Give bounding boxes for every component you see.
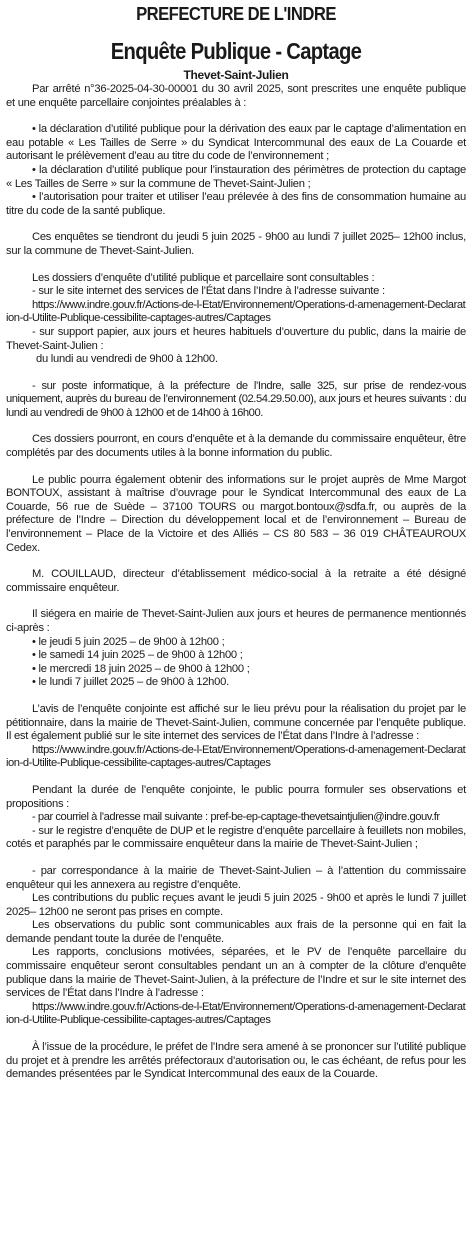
permanence-item: • le lundi 7 juillet 2025 – de 9h00 à 12h00. [32, 676, 229, 689]
spacer [6, 218, 466, 231]
notice-body [6, 83, 466, 1082]
rapports-url[interactable]: https://www.indre.gouv.fr/Actions-de-l-Etat/Environnement/Operations-d-amenagement-Declaration-d-Utilite-Publique-cessibilite-captages-autres/Captages [6, 1000, 466, 1027]
permanence-item: • le mercredi 18 juin 2025 – de 9h00 à 12h00 ; [32, 662, 250, 675]
item-site-internet: - sur le site internet des services de l’État dans l’Indre à l’adresse suivante : [32, 285, 385, 298]
item-registre: - sur le registre d’enquête de DUP et le registre d’enquête parcellaire à feuillets non mobiles, cotés et paraphés par le commissaire enquêteur dans la mairie de Thevet-Saint-Julien ; [6, 824, 466, 851]
spacer [6, 259, 466, 272]
spacer [6, 367, 466, 380]
paragraph-dossiers: Les dossiers d’enquête d’utilité publique et parcellaire sont consultables : [32, 271, 375, 284]
paragraph-communicables: Les observations du public sont communicables aux frais de la personne qui en fait la demande pendant toute la durée de l’enquête. [6, 919, 466, 945]
permanence-item: • le samedi 14 juin 2025 – de 9h00 à 12h00 ; [32, 649, 243, 662]
affichage-url[interactable]: https://www.indre.gouv.fr/Actions-de-l-Etat/Environnement/Operations-d-amenagement-Declaration-d-Utilite-Publique-cessibilite-captages-autres/Captages [6, 743, 466, 770]
notice-title: Enquête Publique - Captage [110, 38, 362, 64]
prefecture-heading: PREFECTURE DE L'INDRE [136, 3, 336, 24]
paragraph-contact: Le public pourra également obtenir des informations sur le projet auprès de Mme Margot BONTOUX, assistant à maîtrise d’ouvrage pour le Syndicat Intercommunal des eaux de La Couarde, 56 rue de Suède – 37100 TOURS ou margot.bontoux@sdfa.fr, ou auprès de la préfecture de l’Indre – Direction du développement local et de l’environnement – Bureau de l’environnement – Place de la Victoire et des Alliés – CS 80 583 – 36 019 CHÂTEAUROUX Cedex. [6, 473, 466, 554]
bullet-autorisation: • l’autorisation pour traiter et utiliser l’eau prélevée à des fins de consommation humaine au titre du code de la santé publique. [6, 191, 466, 217]
spacer [6, 555, 466, 568]
paragraph-issue: À l’issue de la procédure, le préfet de l’Indre sera amené à se prononcer sur l’utilité publique du projet et à prendre les arrêtés préfectoraux d’autorisation ou, le cas échéant, de refus pour les demandes présentées par le Syndicat Intercommunal des eaux de la Couarde. [6, 1041, 466, 1081]
paragraph-permanences: Il siégera en mairie de Thevet-Saint-Julien aux jours et heures de permanence mentionnés ci-après : [6, 608, 466, 634]
paragraph-dates: Ces enquêtes se tiendront du jeudi 5 juin 2025 - 9h00 au lundi 7 juillet 2025– 12h00 inclus, sur la commune de Thevet-Saint-Julien. [6, 231, 466, 257]
item-courriel: - par courriel à l’adresse mail suivante : pref-be-ep-captage-thevetsaintjulien@indre.gouv.fr [32, 811, 440, 824]
paragraph-contributions: Les contributions du public reçues avant le jeudi 5 juin 2025 - 9h00 et après le lundi 7 juillet 2025– 12h00 ne seront pas prises en compte. [6, 892, 466, 918]
permanence-item: • le jeudi 5 juin 2025 – de 9h00 à 12h00 ; [32, 635, 225, 648]
paragraph-rapports: Les rapports, conclusions motivées, séparées, et le PV de l’enquête parcellaire du commissaire enquêteur seront consultables pendant un an à compter de la clôture d’enquête publique dans la mairie de Thevet-Saint-Julien, à la préfecture de l’Indre et sur le site internet des services de l’État dans l’Indre à l’adresse : [6, 946, 466, 1000]
paragraph-completes: Ces dossiers pourront, en cours d’enquête et à la demande du commissaire enquêteur, être complétés par des documents utiles à la bonne information du public. [6, 433, 466, 460]
dossier-url[interactable]: https://www.indre.gouv.fr/Actions-de-l-Etat/Environnement/Operations-d-amenagement-Declaration-d-Utilite-Publique-cessibilite-captages-autres/Captages [6, 298, 466, 325]
bullet-dup-perimetres: • la déclaration d’utilité publique pour l’instauration des périmètres de protection du captage « Les Tailles de Serre » sur la commune de Thevet-Saint-Julien ; [6, 163, 466, 190]
spacer [6, 110, 466, 123]
item-support-papier: - sur support papier, aux jours et heures habituels d’ouverture du public, dans la mairie de Thevet-Saint-Julien : [6, 325, 466, 352]
spacer [6, 690, 466, 703]
item-poste-informatique: - sur poste informatique, à la préfecture de l’Indre, salle 325, sur prise de rendez-vous uniquement, auprès du bureau de l’environnement (02.54.29.50.00), aux jours et heures suivants : du lundi au vendredi de 9h00 à 12h00 et de 14h00 à 16h00. [6, 379, 466, 419]
spacer [6, 771, 466, 784]
paragraph-affichage: L’avis de l’enquête conjointe est affiché sur le lieu prévu pour la réalisation du projet par le pétitionnaire, dans la mairie de Thevet-Saint-Julien, commune concernée par l’enquête publique. Il est également publié sur le site internet des services de l’État dans l’Indre à l’adresse : [6, 702, 466, 743]
paragraph-arrete: Par arrêté n°36-2025-04-30-00001 du 30 avril 2025, sont prescrites une enquête publique et une enquête parcellaire conjointes préalables à : [6, 83, 466, 109]
spacer [6, 852, 466, 865]
paragraph-commissaire: M. COUILLAUD, directeur d’établissement médico-social à la retraite a été désigné commissaire enquêteur. [6, 568, 466, 594]
bullet-dup-derivation: • la déclaration d’utilité publique pour la dérivation des eaux par le captage d’alimentation en eau potable « Les Tailles de Serre » du Syndicat Intercommunal des eaux de La Couarde et autorisant le prélèvement d’eau au titre du code de l’environnement ; [6, 123, 466, 163]
spacer [6, 461, 466, 474]
spacer [6, 420, 466, 433]
item-horaires-mairie: du lundi au vendredi de 9h00 à 12h00. [36, 353, 218, 366]
commune-subtitle: Thevet-Saint-Julien [183, 68, 289, 82]
paragraph-observations: Pendant la durée de l’enquête conjointe, le public pourra formuler ses observations et propositions : [6, 783, 466, 810]
spacer [6, 1028, 466, 1041]
spacer [6, 595, 466, 608]
item-correspondance: - par correspondance à la mairie de Thevet-Saint-Julien – à l’attention du commissaire enquêteur qui les annexera au registre d’enquête. [6, 864, 466, 891]
